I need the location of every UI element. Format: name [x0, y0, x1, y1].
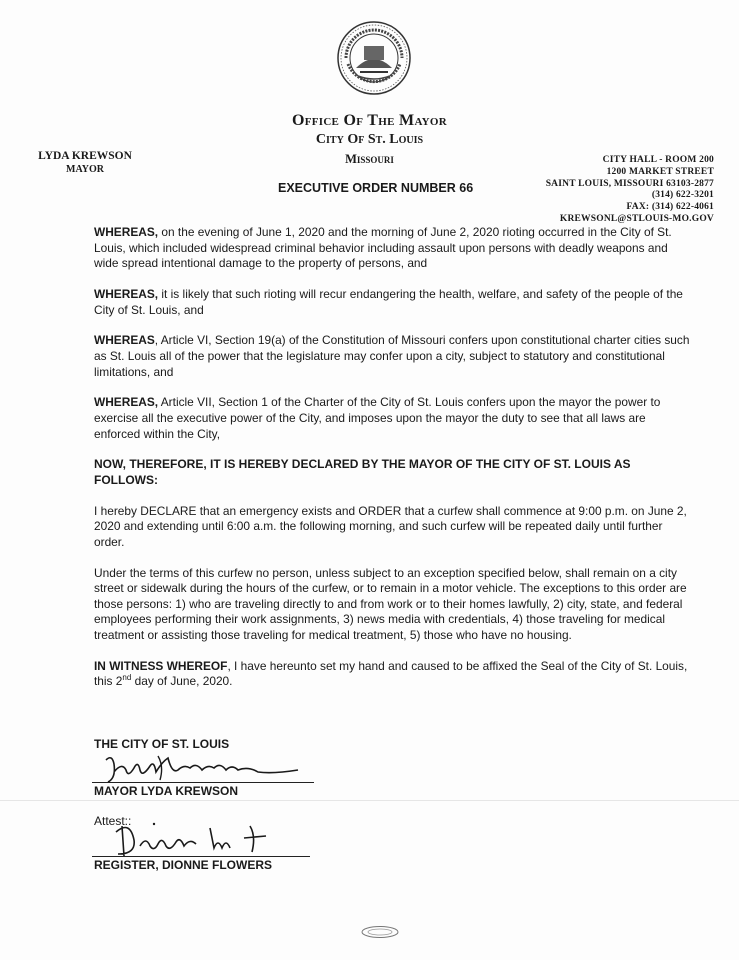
page-fold-divider — [0, 800, 739, 801]
witness-label: IN WITNESS WHEREOF — [94, 658, 228, 673]
mayor-signature-label: MAYOR LYDA KREWSON — [94, 784, 239, 798]
whereas-label: WHEREAS — [94, 333, 155, 348]
city-seal-icon — [336, 20, 412, 96]
order-body — [94, 225, 690, 705]
paragraph-whereas-1 — [94, 225, 690, 272]
paragraph-whereas-4 — [94, 395, 690, 442]
paragraph-text: on the evening of June 1, 2020 and the morning of June 2, 2020 rioting occurred in the City of St. Louis, which included widespread criminal behavior including assault upon persons with deadly weapons and wide spread intentional damage to the property of persons, and — [94, 225, 672, 271]
paragraph-whereas-3 — [94, 333, 690, 380]
order-number: EXECUTIVE ORDER NUMBER 66 — [278, 181, 474, 195]
signature-city-label: THE CITY OF ST. LOUIS — [94, 737, 230, 751]
mayor-signature-line — [92, 782, 314, 783]
whereas-label: WHEREAS, — [94, 225, 159, 239]
register-signature-icon — [110, 818, 300, 860]
paragraph-witness — [94, 659, 690, 690]
paragraph-text: day of June, 2020. — [131, 674, 233, 689]
mayor-block — [30, 150, 140, 175]
paragraph-text: , Article VI, Section 19(a) of the Constitution of Missouri confers upon constitutional charter cities such as St. Louis all of the power that the legislature may confer upon a city, subject to statutory and constitutional limitations, and — [94, 333, 690, 379]
attest-label: Attest:: — [94, 814, 132, 828]
paragraph-text: , I have hereunto set my hand and caused to be affixed the Seal of the City of St. Louis, this 2 — [94, 658, 688, 689]
whereas-label: WHEREAS, — [94, 286, 159, 301]
paragraph-text: Article VII, Section 1 of the Charter of the City of St. Louis confers upon the mayor the power to exercise all the executive power of the City, and imposes upon the mayor the duty to see that all laws are enforced within the City, — [94, 395, 661, 441]
contact-street: 1200 MARKET STREET — [606, 166, 714, 177]
contact-address-room: CITY HALL - ROOM 200 — [602, 155, 714, 165]
contact-city-zip: SAINT LOUIS, MISSOURI 63103-2877 — [545, 178, 714, 189]
paragraph-whereas-2 — [94, 287, 690, 318]
ordinal-suffix: nd — [122, 673, 132, 683]
paragraph-curfew-terms: Under the terms of this curfew no person, unless subject to an exception specified below, shall remain on a city street or sidewalk during the hours of the curfew, or to remain in a motor vehicle. The exceptions to this order are those persons: 1) who are traveling directly to and from work or to their homes lawfully, 2) city, state, and federal employees performing their work assignments, 3) news media with credentials, 4) those traveling for medical treatment or assisting those traveling for medical treatment, 5) those who have no housing. — [94, 565, 687, 642]
mayor-name: LYDA KREWSON — [38, 150, 132, 162]
declaration-heading: NOW, THEREFORE, IT IS HEREBY DECLARED BY THE MAYOR OF THE CITY OF ST. LOUIS AS FOLLOWS: — [94, 457, 631, 487]
register-signature-label: REGISTER, DIONNE FLOWERS — [94, 858, 273, 872]
whereas-label: WHEREAS, — [94, 395, 159, 410]
office-city: City Of St. Louis — [315, 132, 424, 147]
contact-email: KREWSONL@STLOUIS-MO.GOV — [559, 213, 714, 224]
contact-phone: (314) 622-3201 — [651, 190, 714, 201]
bottom-stamp-icon — [360, 925, 400, 939]
office-title: Office Of The Mayor — [291, 112, 448, 129]
contact-fax: FAX: (314) 622-4061 — [626, 202, 714, 213]
paragraph-text: it is likely that such rioting will recur endangering the health, welfare, and safety of the people of the City of St. Louis, and — [94, 286, 683, 317]
office-state: Missouri — [345, 152, 394, 166]
register-signature-line — [92, 856, 310, 857]
mayor-title: MAYOR — [66, 164, 104, 175]
contact-block — [514, 155, 714, 226]
paragraph-curfew-order: I hereby DECLARE that an emergency exists and ORDER that a curfew shall commence at 9:00 p.m. on June 2, 2020 and extending until 6:00 a.m. the following morning, and such curfew will be repeated daily until further order. — [94, 503, 687, 549]
